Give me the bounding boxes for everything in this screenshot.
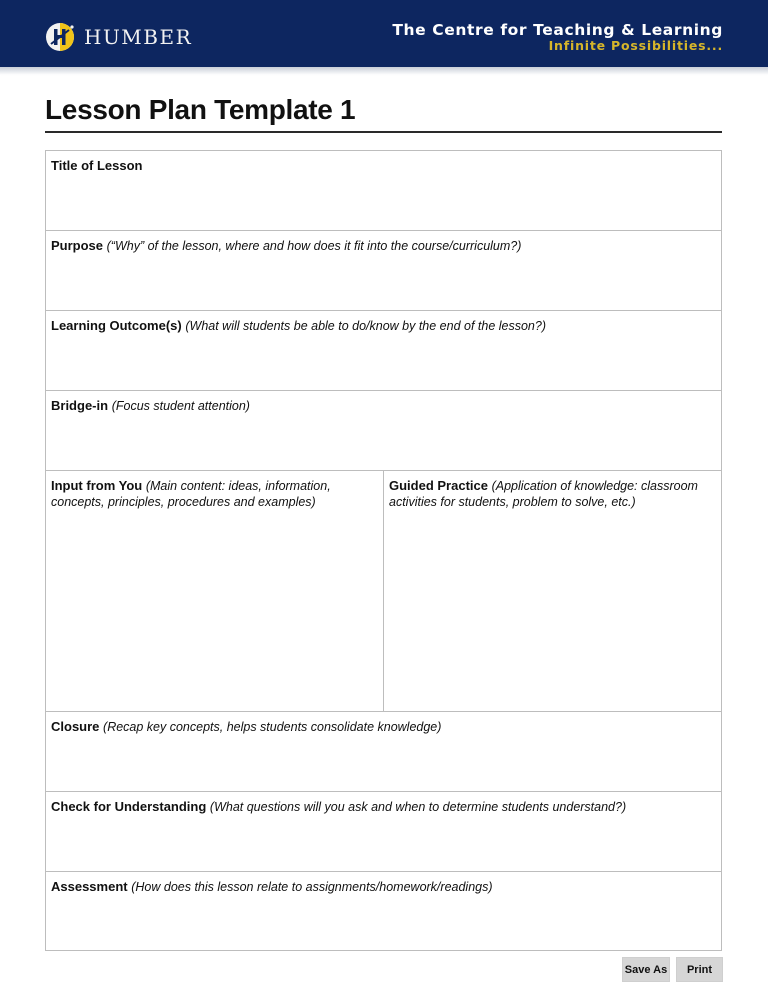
humber-logo-icon (45, 22, 75, 52)
section-label: Guided Practice (Application of knowledge: classroom activities for students, problem to solve, etc.) (389, 478, 698, 509)
section-learning-outcomes (46, 311, 721, 391)
site-header (0, 0, 768, 67)
section-label: Bridge-in (Focus student attention) (51, 398, 250, 413)
input-from-you-field[interactable] (48, 513, 381, 709)
header-shadow (0, 67, 768, 75)
section-purpose (46, 231, 721, 311)
section-bridge-in (46, 391, 721, 471)
bridge-in-field[interactable] (48, 417, 719, 468)
logo-wordmark: HUMBER (84, 25, 193, 49)
title-of-lesson-field[interactable] (48, 177, 719, 228)
section-label: Assessment (How does this lesson relate to assignments/homework/readings) (51, 879, 493, 894)
section-assessment (46, 872, 721, 951)
section-label: Title of Lesson (51, 158, 143, 173)
save-as-button[interactable]: Save As (622, 957, 670, 982)
humber-logo (45, 22, 192, 52)
section-input-guided (46, 471, 721, 712)
check-for-understanding-field[interactable] (48, 818, 719, 869)
learning-outcomes-field[interactable] (48, 337, 719, 388)
guided-practice-field[interactable] (386, 513, 719, 709)
page-title: Lesson Plan Template 1 (45, 94, 356, 125)
section-label: Input from You (Main content: ideas, information, concepts, principles, procedures and examples) (51, 478, 331, 509)
purpose-field[interactable] (48, 257, 719, 308)
title-divider (45, 131, 722, 133)
print-button[interactable]: Print (676, 957, 723, 982)
section-label: Learning Outcome(s) (What will students be able to do/know by the end of the lesson?) (51, 318, 547, 333)
section-input-from-you (46, 471, 384, 711)
assessment-field[interactable] (48, 898, 719, 949)
section-guided-practice (384, 471, 721, 711)
section-title-of-lesson (46, 151, 721, 231)
closure-field[interactable] (48, 738, 719, 789)
section-closure (46, 712, 721, 792)
lesson-plan-form (45, 150, 722, 951)
centre-title: The Centre for Teaching & Learning (392, 21, 723, 39)
section-label: Check for Understanding (What questions will you ask and when to determine students understand?) (51, 799, 627, 814)
section-label: Closure (Recap key concepts, helps students consolidate knowledge) (51, 719, 442, 734)
section-label: Purpose (“Why” of the lesson, where and how does it fit into the course/curriculum?) (51, 238, 522, 253)
section-check-for-understanding (46, 792, 721, 872)
tagline: Infinite Possibilities... (548, 38, 723, 53)
